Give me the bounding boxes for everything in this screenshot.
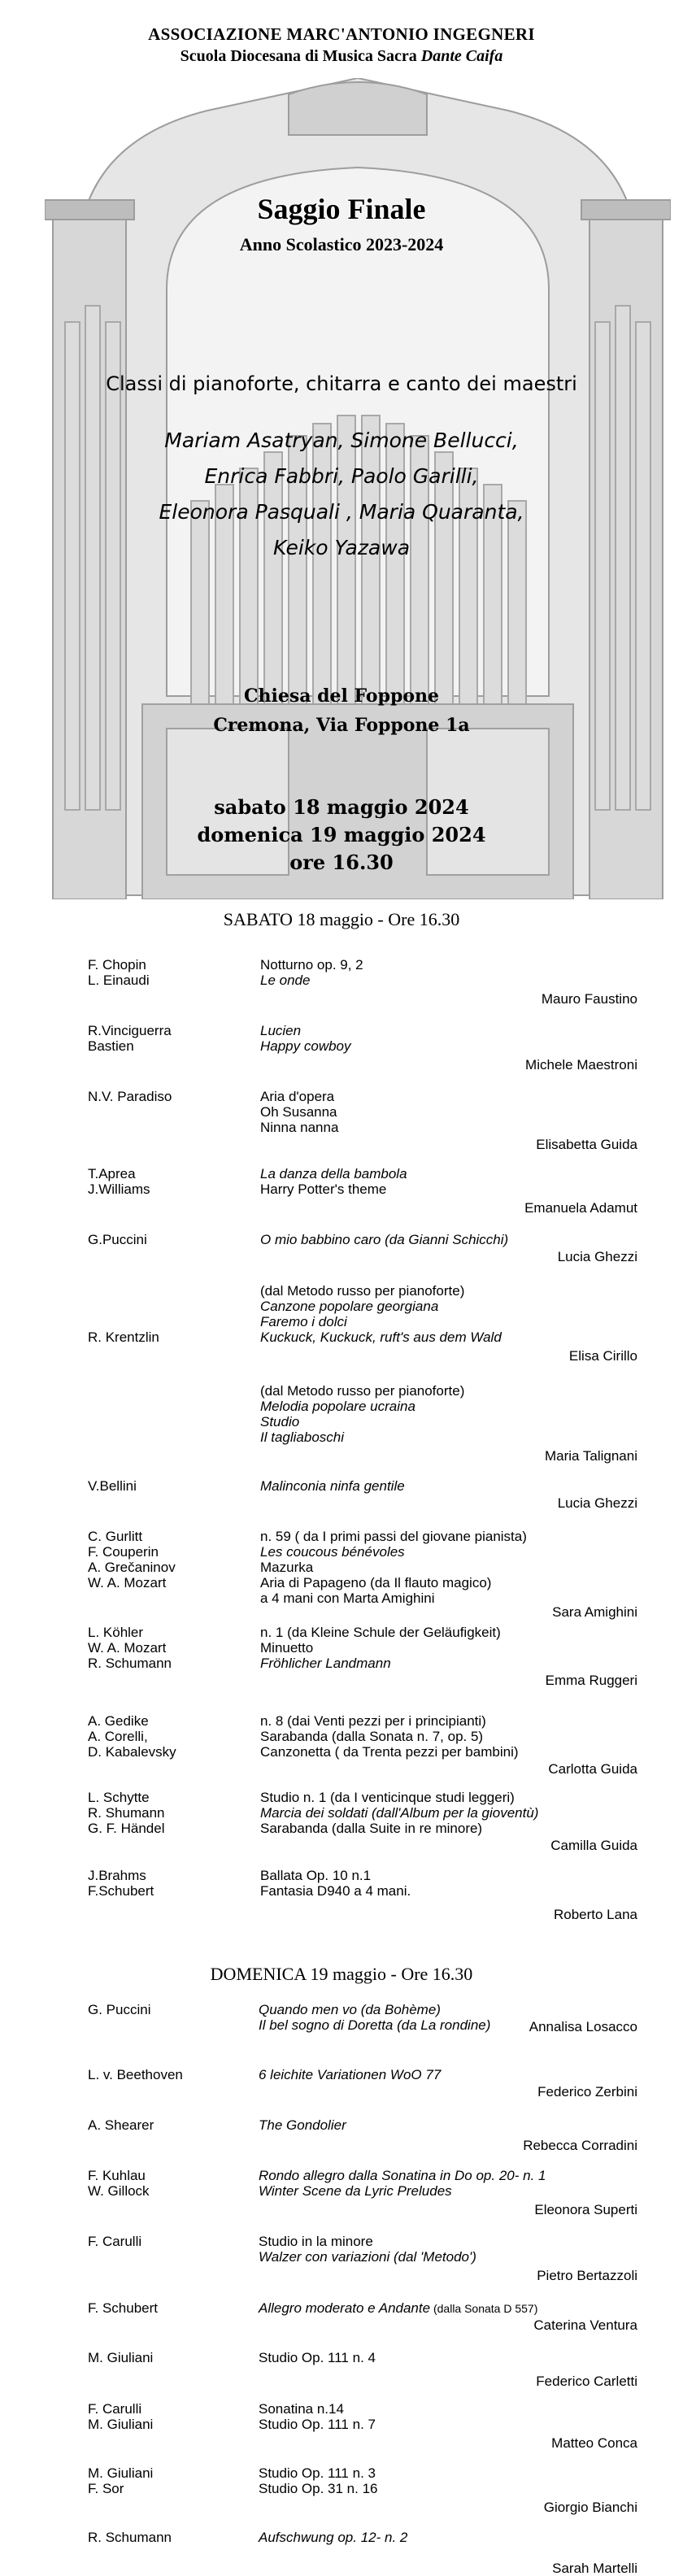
composer-column (88, 1478, 250, 1494)
composer-column (88, 2465, 250, 2496)
work-title: Studio in la minore (259, 2234, 373, 2249)
work-title: Lucien (260, 1023, 302, 1038)
works-column (260, 1383, 667, 1445)
works-column (259, 2530, 665, 2545)
composer-name: A. Gedike (88, 1713, 149, 1729)
work-title: Canzone popolare georgiana (260, 1299, 439, 1314)
composer-name: R. Shumann (88, 1805, 165, 1821)
works-column (260, 1625, 667, 1671)
work-title: Oh Susanna (260, 1104, 337, 1120)
composer-column (88, 2067, 250, 2082)
works-column (260, 1478, 667, 1494)
composer-name: M. Giuliani (88, 2417, 154, 2432)
composer-name: A. Grečaninov (88, 1560, 176, 1575)
composer-name: T.Aprea (88, 1166, 136, 1181)
performer-name: Annalisa Losacco (529, 2019, 637, 2034)
composer-name: W. Gillock (88, 2183, 150, 2199)
composer-name: W. A. Mozart (88, 1575, 167, 1590)
work-title: Studio Op. 31 n. 16 (259, 2481, 378, 2496)
composer-name: A. Corelli, (88, 1729, 148, 1744)
event-time: ore 16.30 (289, 851, 394, 874)
composer-column (88, 2002, 250, 2017)
venue-name: Chiesa del Foppone (243, 685, 440, 707)
association-name: ASSOCIAZIONE MARC'ANTONIO INGEGNERI (148, 24, 535, 44)
work-source-note: (dalla Sonata D 557) (430, 2302, 538, 2315)
performer-name: Mauro Faustino (541, 991, 637, 1007)
work-title: Harry Potter's theme (260, 1181, 387, 1197)
venue-address: Cremona, Via Foppone 1a (213, 715, 470, 736)
composer-column (88, 1868, 250, 1899)
work-title: Marcia dei soldati (dall'Album per la gioventù) (260, 1805, 539, 1821)
school-year: Anno Scolastico 2023-2024 (239, 234, 444, 255)
school-prefix: Scuola Diocesana di Musica Sacra (180, 47, 421, 65)
work-title: Studio n. 1 (da I venticinque studi leggeri) (260, 1790, 515, 1805)
composer-column (88, 1166, 250, 1197)
works-column (260, 1790, 667, 1836)
composer-name: A. Shearer (88, 2117, 154, 2133)
work-title: n. 1 (da Kleine Schule der Geläufigkeit) (260, 1625, 501, 1640)
composer-name: F. Carulli (88, 2401, 142, 2417)
composer-name: L. v. Beethoven (88, 2067, 183, 2082)
works-column (259, 2465, 665, 2496)
works-column (259, 2350, 665, 2365)
event-title: Saggio Finale (257, 193, 426, 225)
composer-name: L. Schytte (88, 1790, 150, 1805)
work-title: Il tagliaboschi (260, 1429, 345, 1445)
composer-name: J.Brahms (88, 1868, 146, 1883)
work-title: Malinconia ninfa gentile (260, 1478, 405, 1494)
work-title: Studio Op. 111 n. 3 (259, 2465, 376, 2481)
performer-name: Emma Ruggeri (545, 1673, 637, 1688)
composer-name: Bastien (88, 1038, 134, 1054)
works-column (260, 1529, 667, 1606)
performer-name: Giorgio Bianchi (543, 2500, 637, 2515)
composer-column (88, 1283, 250, 1345)
teachers-line: Enrica Fabbri, Paolo Garilli, (204, 464, 479, 488)
composer-name: V.Bellini (88, 1478, 137, 1494)
classes-heading: Classi di pianoforte, chitarra e canto dei maestri (106, 372, 577, 395)
performer-name: Michele Maestroni (525, 1057, 637, 1073)
work-title: Minuetto (260, 1640, 314, 1656)
works-column (260, 1023, 667, 1054)
works-column (259, 2117, 665, 2133)
composer-column (88, 957, 250, 988)
works-column (259, 2300, 665, 2317)
composer-column (88, 2401, 250, 2432)
work-title: Ninna nanna (260, 1120, 339, 1135)
work-title: Studio Op. 111 n. 4 (259, 2350, 376, 2365)
composer-column (88, 2234, 250, 2249)
work-title: Walzer con variazioni (dal 'Metodo') (259, 2249, 476, 2265)
composer-column (88, 1790, 250, 1836)
event-dates (0, 794, 683, 877)
composer-name: G. F. Händel (88, 1821, 165, 1836)
teachers-line: Keiko Yazawa (272, 536, 411, 559)
teachers-list (0, 423, 683, 566)
composer-name: R. Schumann (88, 1656, 172, 1671)
performer-name: Federico Carletti (536, 2374, 637, 2389)
performer-name: Pietro Bertazzoli (537, 2268, 637, 2283)
performer-name: Matteo Conca (551, 2435, 637, 2451)
composer-name: R.Vinciguerra (88, 1023, 172, 1038)
composer-name: F. Chopin (88, 957, 146, 973)
work-title: (dal Metodo russo per pianoforte) (260, 1383, 465, 1399)
composer-name: F. Carulli (88, 2234, 142, 2249)
composer-column (88, 1625, 250, 1671)
work-title: (dal Metodo russo per pianoforte) (260, 1283, 465, 1299)
composer-column (88, 1023, 250, 1054)
composer-column (88, 1089, 250, 1104)
performer-name: Camilla Guida (550, 1838, 637, 1853)
work-title: Rondo allegro dalla Sonatina in Do op. 20- n. 1 (259, 2168, 546, 2183)
performer-name: Federico Zerbini (537, 2084, 637, 2100)
works-column (260, 1089, 667, 1135)
performer-name: Sara Amighini (552, 1604, 637, 1620)
work-title: Notturno op. 9, 2 (260, 957, 363, 973)
saturday-program-title: SABATO 18 maggio - Ore 16.30 (223, 909, 460, 929)
work-title: Studio (260, 1414, 300, 1429)
works-column (260, 1166, 667, 1197)
performer-name: Emanuela Adamut (524, 1200, 637, 1216)
composer-name: N.V. Paradiso (88, 1089, 172, 1104)
work-title: O mio babbino caro (da Gianni Schicchi) (260, 1232, 509, 1247)
composer-name (88, 1314, 250, 1329)
work-title: Fröhlicher Landmann (260, 1656, 391, 1671)
performer-name: Elisabetta Guida (536, 1137, 637, 1152)
work-title: Sarabanda (dalla Suite in re minore) (260, 1821, 483, 1836)
work-title: Sarabanda (dalla Sonata n. 7, op. 5) (260, 1729, 484, 1744)
composer-column (88, 2117, 250, 2133)
work-title: Studio Op. 111 n. 7 (259, 2417, 376, 2432)
performer-name: Maria Talignani (544, 1448, 637, 1464)
work-title: Sonatina n.14 (259, 2401, 344, 2417)
performer-name: Caterina Ventura (533, 2317, 637, 2333)
composer-name (88, 1299, 250, 1314)
performer-name: Lucia Ghezzi (557, 1249, 637, 1264)
work-title: Melodia popolare ucraina (260, 1399, 415, 1414)
composer-name: D. Kabalevsky (88, 1744, 176, 1760)
works-column (259, 2168, 665, 2199)
work-title: Fantasia D940 a 4 mani. (260, 1883, 411, 1899)
works-column (259, 2067, 665, 2082)
works-column (260, 1232, 667, 1247)
works-column (259, 2401, 665, 2432)
composer-name: F. Sor (88, 2481, 124, 2496)
date-saturday: sabato 18 maggio 2024 (214, 795, 469, 819)
composer-name: J.Williams (88, 1181, 150, 1197)
composer-column (88, 2300, 250, 2316)
performer-name: Lucia Ghezzi (557, 1495, 637, 1511)
work-title: Aria d'opera (260, 1089, 335, 1104)
composer-name: M. Giuliani (88, 2465, 154, 2481)
performer-name: Elisa Cirillo (568, 1348, 637, 1364)
works-column (259, 2234, 665, 2265)
composer-column (88, 1713, 250, 1760)
composer-name: W. A. Mozart (88, 1640, 167, 1656)
work-title: Winter Scene da Lyric Preludes (259, 2183, 452, 2199)
work-title: Quando men vo (da Bohème) (259, 2002, 441, 2017)
work-title: a 4 mani con Marta Amighini (260, 1590, 435, 1606)
work-title: Happy cowboy (260, 1038, 351, 1054)
work-title: Canzonetta ( da Trenta pezzi per bambini) (260, 1744, 519, 1760)
teachers-line: Eleonora Pasquali , Maria Quaranta, (159, 500, 524, 524)
composer-name: F. Kuhlau (88, 2168, 146, 2183)
composer-column (88, 1232, 250, 1247)
performer-name: Eleonora Superti (534, 2202, 637, 2217)
composer-column (88, 2530, 250, 2545)
composer-name: M. Giuliani (88, 2350, 154, 2365)
composer-name: F. Schubert (88, 2300, 158, 2316)
performer-name: Carlotta Guida (548, 1761, 637, 1777)
composer-column (88, 2350, 250, 2365)
composer-name: G.Puccini (88, 1232, 147, 1247)
venue (0, 681, 683, 740)
sunday-program-title: DOMENICA 19 maggio - Ore 16.30 (210, 1964, 473, 1984)
school-dedication: Dante Caifa (420, 47, 503, 65)
work-title: 6 leichite Variationen WoO 77 (259, 2067, 442, 2082)
works-column (260, 1713, 667, 1760)
work-title: n. 8 (dai Venti pezzi per i principianti) (260, 1713, 486, 1729)
composer-name: F.Schubert (88, 1883, 154, 1899)
work-title: Kuckuck, Kuckuck, ruft's aus dem Wald (260, 1329, 502, 1345)
work-title: Mazurka (260, 1560, 314, 1575)
performer-name: Sarah Martelli (552, 2561, 637, 2576)
works-column (260, 1868, 667, 1899)
work-title: Allegro moderato e Andante (dalla Sonata D 557) (259, 2300, 538, 2316)
work-title: Le onde (260, 973, 311, 988)
composer-name: R. Schumann (88, 2530, 172, 2545)
performer-name: Rebecca Corradini (523, 2138, 637, 2153)
work-title: Ballata Op. 10 n.1 (260, 1868, 372, 1883)
work-title: The Gondolier (259, 2117, 346, 2133)
school-name (0, 47, 683, 66)
composer-name: R. Krentzlin (88, 1329, 159, 1345)
performer-name: Roberto Lana (553, 1907, 637, 1922)
composer-name (88, 1283, 250, 1299)
works-column (260, 957, 667, 988)
work-title: Les coucous bénévoles (260, 1544, 405, 1560)
composer-name: L. Köhler (88, 1625, 144, 1640)
work-title: Il bel sogno di Doretta (da La rondine) (259, 2017, 491, 2033)
composer-name: L. Einaudi (88, 973, 150, 988)
work-title: Aria di Papageno (da Il flauto magico) (260, 1575, 492, 1590)
work-title: n. 59 ( da I primi passi del giovane pianista) (260, 1529, 527, 1544)
composer-column (88, 1529, 250, 1590)
composer-column (88, 2168, 250, 2199)
composer-name: F. Couperin (88, 1544, 159, 1560)
work-title: Faremo i dolci (260, 1314, 347, 1329)
work-title: La danza della bambola (260, 1166, 407, 1181)
teachers-line: Mariam Asatryan, Simone Bellucci, (164, 429, 519, 452)
composer-name: C. Gurlitt (88, 1529, 143, 1544)
work-title: Aufschwung op. 12- n. 2 (259, 2530, 408, 2545)
date-sunday: domenica 19 maggio 2024 (197, 823, 486, 846)
works-column (260, 1283, 667, 1345)
composer-name: G. Puccini (88, 2002, 151, 2017)
